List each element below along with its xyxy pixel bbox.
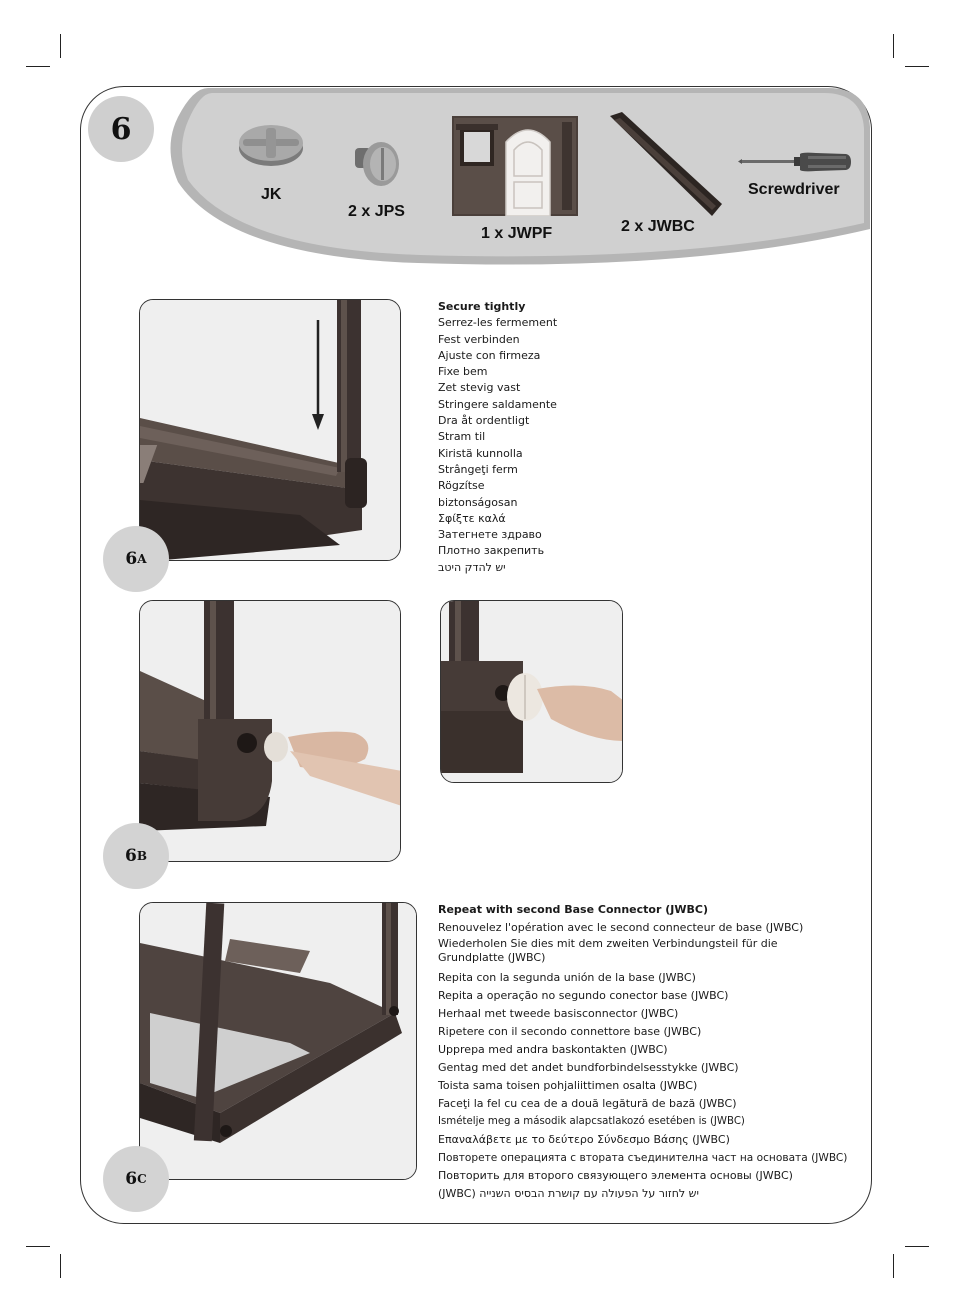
crop-mark [893, 1254, 894, 1278]
screw-icon [351, 138, 403, 188]
instruction-text: Ripetere con il secondo connettore base (JWBC) [438, 1025, 702, 1038]
instruction-text: Repita con la segunda unión de la base (JWBC) [438, 971, 696, 984]
step-number: 6 [110, 111, 132, 147]
instruction-text: Herhaal met tweede basisconnector (JWBC) [438, 1007, 679, 1020]
part-label-screwdriver: Screwdriver [748, 181, 840, 198]
substep-badge-6c [103, 1146, 169, 1212]
instruction-text: Плотно закрепить [438, 544, 545, 558]
part-label-jps: 2 x JPS [348, 203, 405, 220]
substep-number: 6 [125, 1169, 138, 1189]
instructions-6a [438, 299, 638, 576]
crop-mark [26, 1246, 50, 1247]
instruction-text: Toista sama toisen pohjaliittimen osalta (JWBC) [438, 1079, 698, 1092]
instruction-text: Ismételje meg a második alapcsatlakozó esetében is (JWBC) [438, 1116, 745, 1127]
instruction-text: Gentag med det andet bundforbindelsesstykke (JWBC) [438, 1061, 739, 1074]
crop-mark [893, 34, 894, 58]
instruction-text: Zet stevig vast [438, 381, 521, 395]
instruction-text: Secure tightly [438, 300, 526, 313]
instruction-text: Повторить для второго связующего элемента основы (JWBC) [438, 1169, 793, 1182]
photo-6a [139, 299, 401, 561]
instruction-text: Renouvelez l'opération avec le second connecteur de base (JWBC) [438, 921, 804, 934]
step-number-badge [88, 96, 154, 162]
instruction-text: Затегнете здраво [438, 528, 542, 542]
part-label-jwbc: 2 x JWBC [621, 218, 695, 235]
instruction-text: Σφίξτε καλά [438, 511, 506, 525]
substep-badge-6b [103, 823, 169, 889]
instruction-text: biztonságosan [438, 495, 518, 509]
instruction-text: Repeat with second Base Connector (JWBC) [438, 903, 708, 916]
base-connector-icon [602, 112, 724, 216]
instruction-text: Serrez-les fermement [438, 316, 558, 330]
instruction-text: Ajuste con firmeza [438, 348, 541, 362]
substep-letter: A [137, 552, 147, 566]
instruction-text: Stringere saldamente [438, 397, 557, 411]
screwdriver-icon [738, 150, 852, 174]
instruction-text: Fest verbinden [438, 332, 520, 346]
instruction-text: Wiederholen Sie dies mit dem zweiten Verbindungsteil für die Grundplatte (JWBC) [438, 937, 778, 964]
instructions-6c [438, 901, 858, 1203]
photo-6b-left [136, 600, 401, 863]
instruction-text: Faceţi la fel cu cea de a două legătură de bază (JWBC) [438, 1097, 737, 1110]
instruction-text: Upprepa med andra baskontakten (JWBC) [438, 1043, 668, 1056]
instruction-text: Повторете операцията с втората съединителна част на основата (JWBC) [438, 1152, 848, 1164]
substep-number: 6 [125, 846, 137, 866]
instruction-text: Rögzítse [438, 479, 485, 493]
instruction-text: Kiristä kunnolla [438, 446, 523, 460]
instruction-text: Repita a operação no segundo conector base (JWBC) [438, 989, 729, 1002]
instruction-text: Dra åt ordentligt [438, 414, 530, 428]
substep-letter: B [136, 849, 147, 863]
instruction-text: יש לחזור על הפעולה עם קושרת הבסיס השנייה (JWBC) [438, 1187, 699, 1200]
photo-6b-right [440, 600, 623, 783]
photo-6c [139, 902, 417, 1180]
instruction-text: Stram til [438, 430, 486, 444]
crop-mark [60, 34, 61, 58]
part-label-jwpf: 1 x JWPF [481, 225, 553, 242]
crop-mark [905, 66, 929, 67]
substep-badge-6a [103, 526, 169, 592]
substep-letter: C [137, 1172, 147, 1186]
instruction-text: יש להדק היטב [438, 560, 506, 574]
crop-mark [905, 1246, 929, 1247]
cap-icon [237, 122, 305, 168]
front-wall-panel-icon [452, 116, 578, 216]
instruction-text: Strângeţi ferm [438, 462, 518, 476]
crop-mark [26, 66, 50, 67]
instruction-text: Fixe bem [438, 365, 488, 379]
substep-number: 6 [125, 549, 138, 569]
part-label-jk: JK [261, 186, 282, 203]
instruction-text: Επαναλάβετε με το δεύτερο Σύνδεσμο Βάσης (JWBC) [438, 1133, 730, 1146]
crop-mark [60, 1254, 61, 1278]
